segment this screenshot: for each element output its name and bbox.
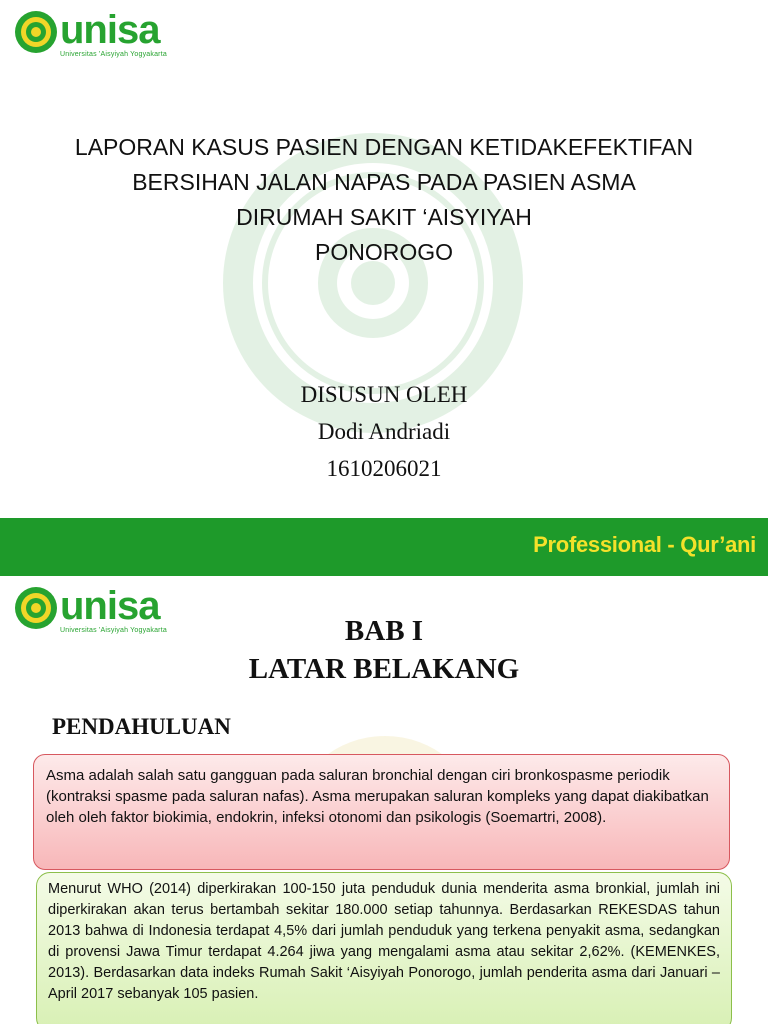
chapter-number: BAB I (344, 615, 424, 647)
content-slide (0, 576, 768, 1024)
section-label: PENDAHULUAN (52, 714, 231, 739)
logo-brand: unisa (60, 584, 160, 628)
definition-box: Asma adalah salah satu gangguan pada saluran bronchial dengan ciri bronkospasme periodik (kontraksi spasme pada saluran nafas). Asma merupakan saluran kompleks yang dapat diakibatkan oleh oleh faktor biokimia, endokrin, infeksi otonomi dan psikologis (Soemartri, 2008). (33, 754, 730, 870)
unisa-logo (14, 10, 167, 58)
title-line: DIRUMAH SAKIT ‘AISYIYAH (236, 204, 532, 230)
title-line: BERSIHAN JALAN NAPAS PADA PASIEN ASMA (132, 169, 636, 195)
title-line: LAPORAN KASUS PASIEN DENGAN KETIDAKEFEKTIFAN (74, 134, 694, 160)
unisa-emblem-icon (14, 586, 58, 630)
author-id: 1610206021 (326, 456, 442, 481)
logo-subtitle: Universitas 'Aisyiyah Yogyakarta (60, 51, 167, 58)
author-block (0, 376, 768, 487)
footer-bar (0, 518, 768, 576)
logo-brand: unisa (60, 8, 160, 52)
slide-title (40, 130, 728, 270)
unisa-logo (14, 586, 167, 634)
chapter-heading (180, 612, 588, 688)
unisa-emblem-icon (14, 10, 58, 54)
author-label: DISUSUN OLEH (300, 382, 468, 407)
footer-tagline: Professional - Qur’ani (533, 532, 756, 557)
statistics-box: Menurut WHO (2014) diperkirakan 100-150 juta penduduk dunia menderita asma bronkial, jumlah ini diperkirakan akan terus bertambah sekitar 180.000 setiap tahunnya. Berdasarkan REKESDAS tahun 2013 bahwa di Indonesia terdapat 4,5% dari jumlah penduduk yang terkena penyakit asma, sedangkan di provensi Jawa Timur terdapat 4.264 jiwa yang mengalami asma atau sekitar 2,62%. (KEMENKES, 2013). Berdasarkan data indeks Rumah Sakit ‘Aisyiyah Ponorogo, jumlah penderita asma dari Januari – April 2017 sebanyak 105 pasien. (36, 872, 732, 1024)
logo-subtitle: Universitas 'Aisyiyah Yogyakarta (60, 627, 167, 634)
chapter-title: LATAR BELAKANG (248, 653, 520, 685)
title-line: PONOROGO (314, 239, 453, 265)
author-name: Dodi Andriadi (317, 419, 451, 444)
